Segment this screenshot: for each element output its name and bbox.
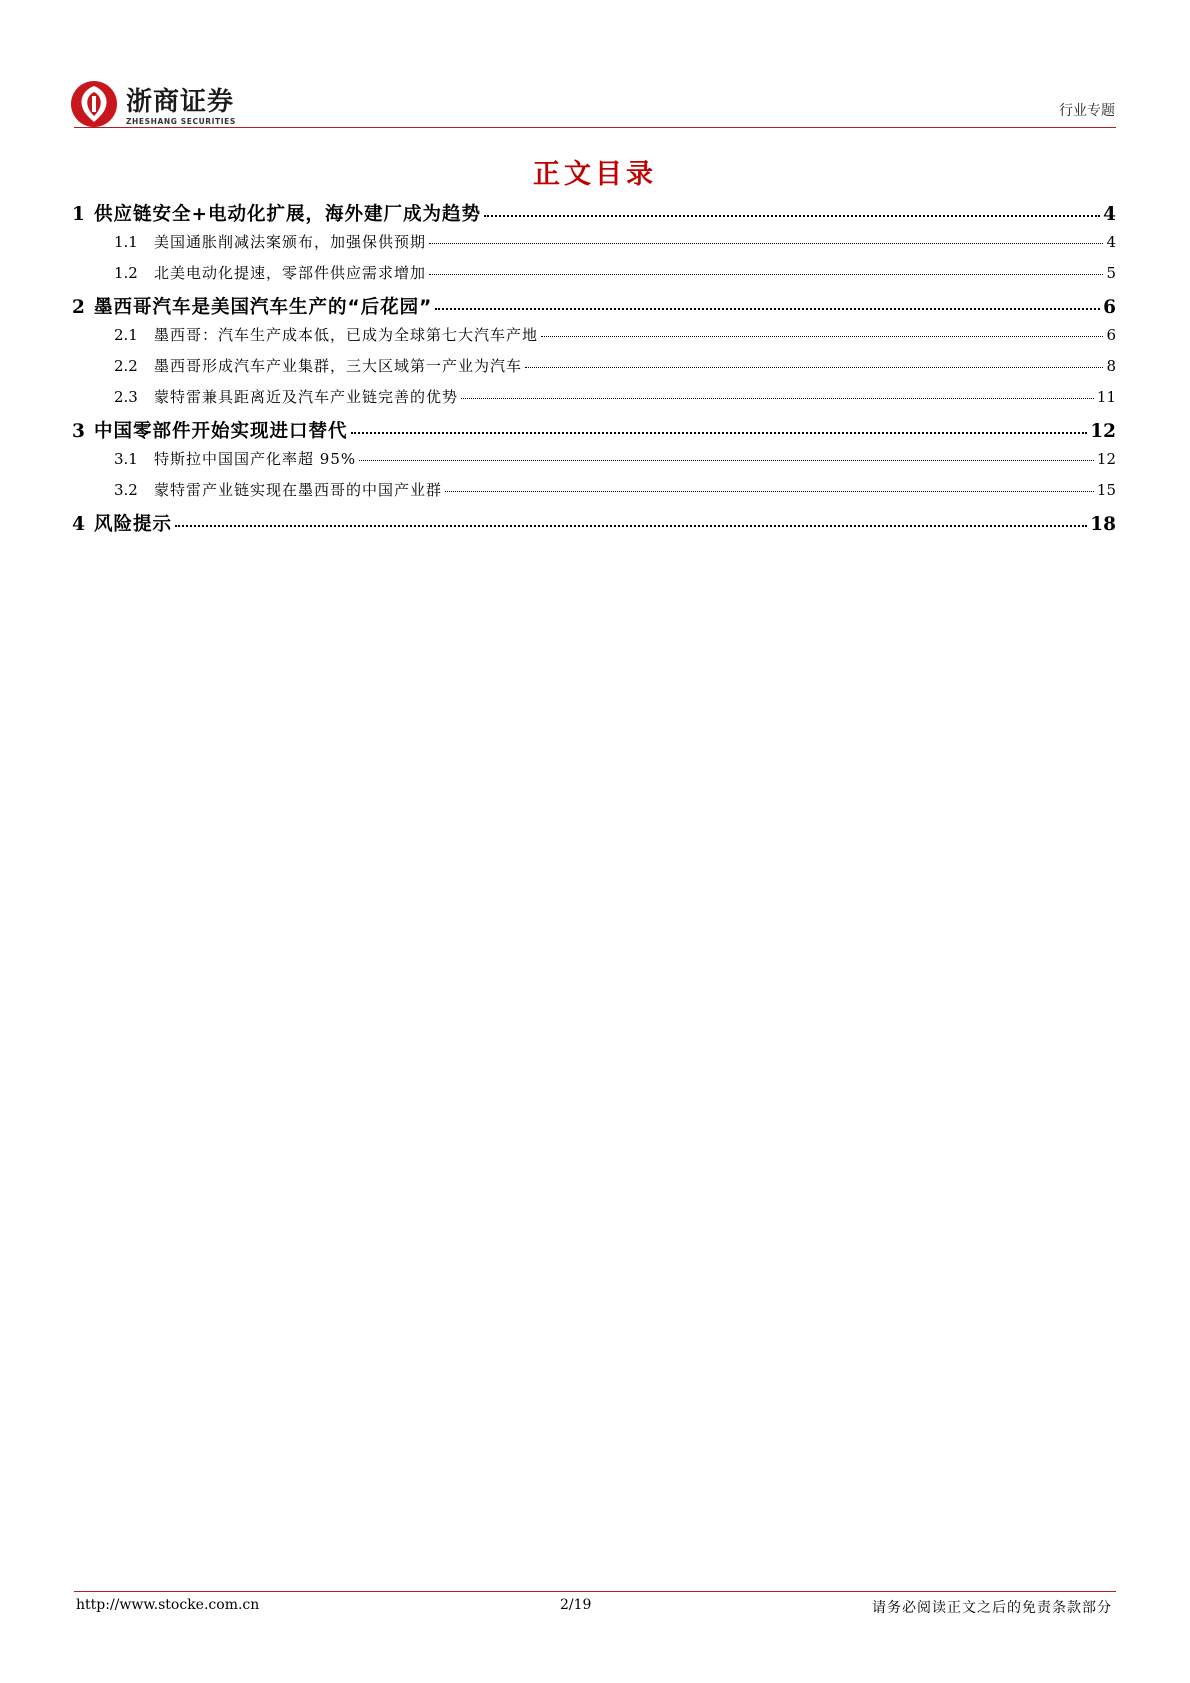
header-divider: [74, 127, 1116, 128]
toc-entry-number: 1: [72, 204, 85, 225]
toc-chapter-entry[interactable]: [72, 293, 1116, 324]
zheshang-logo: [70, 80, 250, 130]
toc-entry-page: 8: [1106, 357, 1116, 375]
toc-entry-number: 3.1: [114, 450, 138, 468]
toc-dot-leader: [461, 398, 1094, 399]
toc-dot-leader: [484, 215, 1100, 217]
toc-entry-page: 6: [1103, 297, 1116, 318]
toc-entry-title: 北美电动化提速，零部件供应需求增加: [154, 264, 427, 282]
toc-entry-page: 4: [1103, 204, 1116, 225]
footer-website-link[interactable]: http://www.stocke.com.cn: [76, 1597, 260, 1613]
toc-entry-title: 蒙特雷产业链实现在墨西哥的中国产业群: [154, 481, 443, 499]
toc-entry-page: 5: [1106, 264, 1116, 282]
toc-section-entry[interactable]: [72, 231, 1116, 262]
toc-section-entry[interactable]: [72, 479, 1116, 510]
toc-entry-number: 3.2: [114, 481, 138, 499]
toc-section-entry[interactable]: [72, 448, 1116, 479]
toc-entry-number: 4: [72, 514, 85, 535]
toc-section-entry[interactable]: [72, 355, 1116, 386]
page-header: [0, 0, 1190, 130]
toc-entry-number: 1.2: [114, 264, 138, 282]
logo-chinese-name: 浙商证券: [126, 87, 235, 117]
toc-entry-title: 美国通胀削减法案颁布，加强保供预期: [154, 233, 427, 251]
toc-entry-page: 12: [1090, 421, 1116, 442]
logo-english-name: ZHESHANG SECURITIES: [126, 117, 236, 126]
report-category-tag: 行业专题: [1059, 103, 1115, 119]
zheshang-logo-mark-icon: [70, 80, 118, 128]
toc-dot-leader: [445, 491, 1094, 492]
toc-entry-title: 供应链安全+电动化扩展，海外建厂成为趋势: [94, 204, 482, 225]
toc-entry-page: 11: [1096, 388, 1116, 406]
toc-title: 正文目录: [533, 159, 657, 190]
toc-entry-number: 2.3: [114, 388, 138, 406]
toc-dot-leader: [525, 367, 1103, 368]
toc-entry-number: 2.1: [114, 326, 138, 344]
toc-chapter-entry[interactable]: [72, 510, 1116, 541]
toc-entry-page: 18: [1090, 514, 1116, 535]
toc-entry-title: 墨西哥形成汽车产业集群，三大区域第一产业为汽车: [154, 357, 523, 375]
toc-section-entry[interactable]: [72, 386, 1116, 417]
toc-entry-page: 15: [1096, 481, 1116, 499]
toc-dot-leader: [435, 308, 1100, 310]
toc-chapter-entry[interactable]: [72, 417, 1116, 448]
toc-entry-title: 风险提示: [94, 514, 173, 535]
toc-entry-number: 2.2: [114, 357, 138, 375]
toc-entry-title: 蒙特雷兼具距离近及汽车产业链完善的优势: [154, 388, 459, 406]
toc-dot-leader: [541, 336, 1103, 337]
toc-dot-leader: [359, 460, 1094, 461]
toc-entry-title: 墨西哥汽车是美国汽车生产的“后花园”: [94, 297, 433, 318]
toc-entry-title: 中国零部件开始实现进口替代: [94, 421, 348, 442]
footer-disclaimer: 请务必阅读正文之后的免责条款部分: [872, 1600, 1112, 1616]
toc-dot-leader: [175, 525, 1087, 527]
toc-entry-page: 6: [1106, 326, 1116, 344]
toc-section-entry[interactable]: [72, 262, 1116, 293]
table-of-contents: [72, 200, 1116, 541]
toc-dot-leader: [429, 274, 1103, 275]
toc-entry-number: 3: [72, 421, 85, 442]
toc-dot-leader: [351, 432, 1088, 434]
toc-entry-page: 12: [1096, 450, 1116, 468]
toc-entry-page: 4: [1106, 233, 1116, 251]
toc-section-entry[interactable]: [72, 324, 1116, 355]
footer-page-number: 2/19: [560, 1597, 592, 1613]
toc-chapter-entry[interactable]: [72, 200, 1116, 231]
toc-entry-title: 特斯拉中国国产化率超 95%: [154, 450, 357, 468]
toc-dot-leader: [429, 243, 1103, 244]
toc-entry-title: 墨西哥：汽车生产成本低，已成为全球第七大汽车产地: [154, 326, 539, 344]
toc-entry-number: 2: [72, 297, 85, 318]
footer-divider: [74, 1591, 1116, 1592]
toc-entry-number: 1.1: [114, 233, 138, 251]
